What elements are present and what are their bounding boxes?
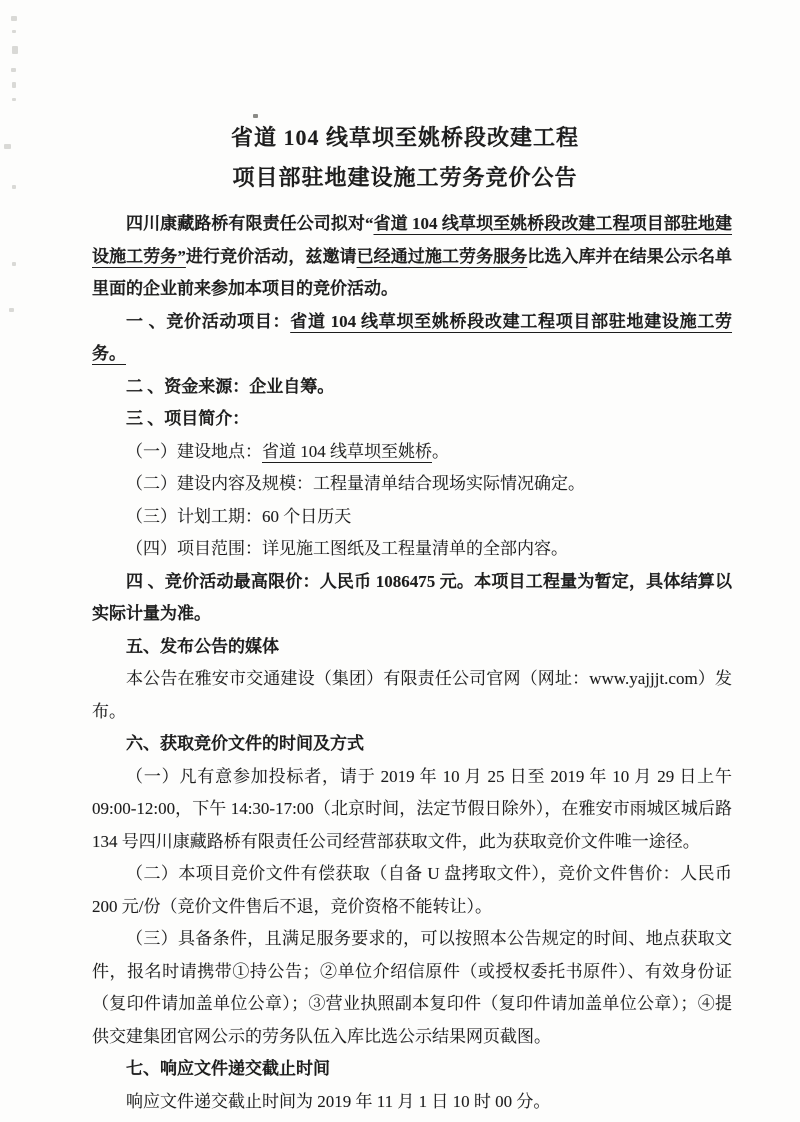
- section-7-heading: 七、响应文件递交截止时间: [126, 1059, 330, 1078]
- intro-paragraph: [92, 208, 732, 306]
- scan-noise: [12, 262, 16, 266]
- section-6-item-2: （二）本项目竞价文件有偿获取（自备 U 盘拷取文件），竞价文件售价：人民币 200 元/份（竞价文件售后不退，竞价资格不能转让）。: [92, 864, 732, 916]
- section-3-heading: 三 、项目简介：: [126, 409, 250, 428]
- scan-noise: [12, 185, 16, 189]
- section-6-heading: 六、获取竞价文件的时间及方式: [126, 734, 364, 753]
- scan-noise: [9, 308, 14, 312]
- section-7-deadline-body: 响应文件递交截止时间为 2019 年 11 月 1 日 10 时 00 分。: [126, 1091, 551, 1111]
- scan-noise: [11, 16, 17, 21]
- intro-post: 比选入库并在结果公示名单里面的企业前来参加本项目的竞价活动。: [92, 246, 733, 298]
- section-1-bidding-item: [92, 306, 732, 371]
- scan-noise: [4, 144, 11, 149]
- title-line-1: 省道 104 线草坝至姚桥段改建工程: [230, 125, 579, 150]
- scan-noise: [12, 46, 18, 54]
- document-title: [92, 118, 718, 198]
- section-5-media-body: 本公告在雅安市交通建设（集团）有限责任公司官网（网址：www.yajjjt.com）发布。: [92, 669, 732, 721]
- scan-noise: [12, 98, 16, 101]
- section-3-item-scope: （二）建设内容及规模：工程量清单结合现场实际情况确定。: [126, 474, 585, 493]
- section-1-project-name: 省道 104 线草坝至姚桥段改建工程项目部驻地建设施工劳务。: [92, 311, 733, 363]
- scan-noise: [11, 68, 16, 72]
- section-2-funding-source: 二 、资金来源：企业自筹。: [126, 376, 335, 396]
- title-line-2: 项目部驻地建设施工劳务竞价公告: [232, 165, 578, 190]
- section-6-item-1: （一）凡有意参加投标者，请于 2019 年 10 月 25 日至 2019 年 10 月 29 日上午 09:00-12:00，下午 14:30-17:00（北京时间，法定节假日除外），在雅安市雨城区城后路 134 号四川康藏路桥有限责任公司经营部获取文件，此为获取竞价文件唯一途径。: [92, 766, 732, 851]
- intro-underlined-qualification: 已经通过施工劳务服务: [356, 246, 528, 266]
- intro-pre: 四川康藏路桥有限责任公司拟对“: [126, 214, 374, 233]
- section-5-heading: 五、发布公告的媒体: [126, 636, 279, 656]
- location-label: （一）建设地点：: [126, 441, 262, 461]
- scan-noise: [12, 30, 16, 33]
- location-underlined: 省道 104 线草坝至姚桥: [262, 441, 432, 461]
- scan-noise: [253, 114, 258, 118]
- section-6-item-3: （三）具备条件，且满足服务要求的，可以按照本公告规定的时间、地点获取文件，报名时请携带①持公告；②单位介绍信原件（或授权委托书原件）、有效身份证（复印件请加盖单位公章）；③营业执照副本复印件（复印件请加盖单位公章）；④提供交建集团官网公示的劳务队伍入库比选公示结果网页截图。: [92, 929, 732, 1046]
- section-3-item-location: [92, 436, 732, 469]
- intro-underlined-project: 省道 104 线草坝至姚桥段改建工程项目部驻地建设施工劳务”: [92, 214, 732, 266]
- intro-mid: 进行竞价活动，兹邀请: [185, 246, 357, 266]
- section-1-label: 一 、竞价活动项目：: [126, 311, 291, 331]
- section-3-item-schedule: （三）计划工期：60 个日历天: [126, 506, 352, 526]
- scan-noise: [12, 82, 16, 88]
- section-3-item-range: （四）项目范围：详见施工图纸及工程量清单的全部内容。: [126, 539, 568, 558]
- location-period: 。: [432, 441, 449, 461]
- section-4-price-cap: 四 、竞价活动最高限价：人民币 1086475 元。本项目工程量为暂定，具体结算以实际计量为准。: [92, 571, 732, 623]
